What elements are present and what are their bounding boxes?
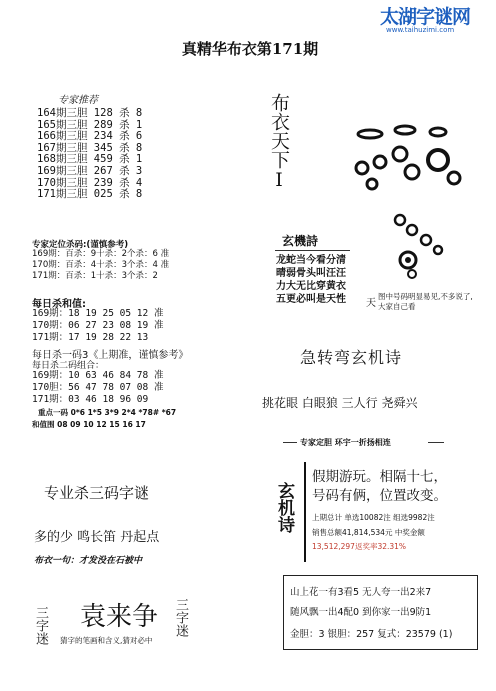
table-row: 165期三胆 289 杀 1 xyxy=(37,118,143,131)
table-row: 171期三胆 025 杀 8 xyxy=(37,188,143,201)
xuanji-banner: 专家定胆 环宇一折扬相连 xyxy=(300,438,391,447)
list-item: 170胆：56 47 78 07 08 准 xyxy=(32,382,164,393)
list-item: 力大无比穿黄衣 xyxy=(276,281,346,292)
riddle-line: 多的少 鸣长笛 丹起点 xyxy=(34,530,160,545)
poem-corner: 天 xyxy=(366,298,376,309)
list-item: 169期：百杀：9十杀：2个杀：6 准 xyxy=(32,249,170,259)
daily-heading: 每日杀和值: xyxy=(32,299,86,310)
daily-kill-two: 每日杀二码组合： xyxy=(32,361,105,371)
site-logo xyxy=(380,2,494,36)
buyi-vertical: 布衣天下I xyxy=(268,93,290,191)
position-rows xyxy=(32,249,169,282)
expert-table xyxy=(37,108,142,201)
riddle-heading: 专业杀三码字谜 xyxy=(44,484,150,502)
xuanji-stat2: 销售总额41,814,534元 中奖金额 xyxy=(312,528,425,537)
table-row: 166期三胆 234 杀 6 xyxy=(37,130,143,143)
pair-rows xyxy=(32,370,163,406)
list-item: 晴弱骨头叫汪汪 xyxy=(276,268,346,279)
xuanji-vertical: 玄机诗 xyxy=(274,482,294,533)
list-item: 169期：10 63 46 84 78 准 xyxy=(32,370,164,381)
list-item: 龙蛇当今看分清 xyxy=(276,255,346,266)
riddle-note: 猜字的笔画和含义,猜对必中 xyxy=(60,636,153,645)
poem-note: 图中号码明显易见,不多说了,大家自己看 xyxy=(378,292,473,311)
list-item: 171期：03 46 18 96 09 xyxy=(32,394,149,405)
bottom-line2: 随风飘一出4配0 到你家一出9防1 xyxy=(290,607,432,618)
list-item: 五更必叫是天性 xyxy=(276,294,346,305)
daily-kill-one: 每日杀一码3《上期准，谨慎参考》 xyxy=(32,350,189,361)
focus-code: 重点一码 0*6 1*5 3*9 2*4 *78# *67 xyxy=(38,408,177,417)
xuanji-line1: 假期游玩。相隔十七， xyxy=(312,469,447,485)
list-item: 170期：百杀：4十杀：3个杀：4 准 xyxy=(32,260,170,270)
beads-illustration-icon xyxy=(350,120,470,195)
list-item: 169期：18 19 25 05 12 准 xyxy=(32,308,164,319)
xuanji-line2: 号码有俩，位置改变。 xyxy=(312,488,447,504)
table-row: 168期三胆 459 杀 1 xyxy=(37,153,143,166)
poem-lines xyxy=(276,254,346,306)
xuanji-stat3: 13,512,297返奖率32.31% xyxy=(312,542,407,551)
poem-title: 玄機詩 xyxy=(282,234,319,248)
urgent-strip: 挑花眼 白眼狼 三人行 尧舜兴 xyxy=(262,396,418,410)
table-row: 167期三胆 345 杀 8 xyxy=(37,141,143,154)
xuanji-stat1: 上期总计 单选10082注 组选9982注 xyxy=(312,513,435,522)
list-item: 170期：06 27 23 08 19 准 xyxy=(32,320,164,331)
beads-chain-icon xyxy=(390,212,450,280)
list-item: 171期：17 19 28 22 13 xyxy=(32,332,149,343)
logo-name: 太湖字谜网 xyxy=(380,6,471,28)
urgent-heading: 急转弯玄机诗 xyxy=(300,348,403,367)
riddle-center: 袁来争 xyxy=(80,602,159,632)
expert-heading: 专家推荐 xyxy=(58,95,98,106)
position-heading: 专家定位杀码:(谨慎参考) xyxy=(32,240,129,250)
table-row: 169期三胆 267 杀 3 xyxy=(37,164,143,177)
riddle-saying: 布衣一句：才发没在石被中 xyxy=(34,556,143,566)
riddle-side-left: 三字迷 xyxy=(33,606,48,645)
bottom-line1: 山上花一有3看5 无人夸一出2来7 xyxy=(290,587,432,598)
sum-range: 和值围 08 09 10 12 15 16 17 xyxy=(32,420,146,429)
poem-divider xyxy=(275,250,350,251)
logo-url: www.taihuzimi.com xyxy=(386,26,455,34)
bottom-line3: 金胆：3 银胆：257 复式：23579 (1) xyxy=(290,629,453,640)
riddle-side-right: 三字迷 xyxy=(173,598,188,637)
list-item: 171期：百杀：1十杀：3个杀：2 xyxy=(32,271,158,281)
page-title: 真精华布衣第171期 xyxy=(181,40,319,58)
xuanji-divider xyxy=(304,462,306,562)
table-row: 164期三胆 128 杀 8 xyxy=(37,107,143,119)
table-row: 170期三胆 239 杀 4 xyxy=(37,176,143,189)
daily-rows xyxy=(32,308,163,344)
